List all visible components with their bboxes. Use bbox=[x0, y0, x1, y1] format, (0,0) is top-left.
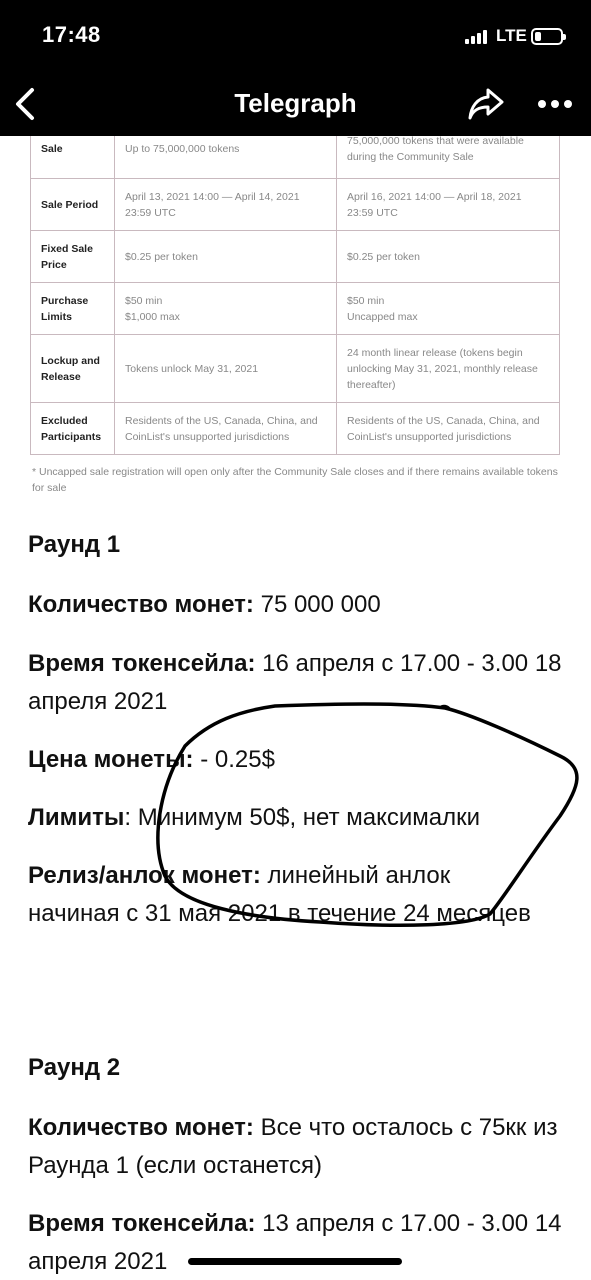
round-2-time-label: Время токенсейла: bbox=[28, 1210, 256, 1237]
table-cell: $0.25 per token bbox=[115, 231, 337, 283]
table-cell: Excluded Participants bbox=[31, 403, 115, 455]
table-cell: Residents of the US, Canada, China, and CoinList's unsupported jurisdictions bbox=[337, 403, 560, 455]
article-content[interactable] bbox=[0, 136, 591, 1280]
round-1-release bbox=[28, 857, 548, 933]
round-2-coins-label: Количество монет: bbox=[28, 1114, 254, 1141]
table-cell: April 13, 2021 14:00 — April 14, 2021 23:59 UTC bbox=[115, 179, 337, 231]
network-label: LTE bbox=[496, 26, 527, 45]
round-1-time bbox=[28, 645, 573, 721]
round-2-coins-value: Все что осталось с 75кк из Раунда 1 (если останется) bbox=[28, 1114, 558, 1179]
more-button[interactable] bbox=[536, 96, 576, 112]
table-row bbox=[31, 283, 560, 335]
table-cell: 75,000,000 tokens that were available during the Community Sale bbox=[337, 136, 560, 179]
nav-bar bbox=[0, 70, 591, 136]
status-bar bbox=[0, 0, 591, 70]
round-1-limits-value: : Минимум 50$, нет максималки bbox=[124, 804, 481, 831]
share-arrow-icon bbox=[466, 84, 506, 124]
battery-icon bbox=[531, 28, 563, 45]
table-cell: $50 min $1,000 max bbox=[115, 283, 337, 335]
table-cell: Fixed Sale Price bbox=[31, 231, 115, 283]
table-footnote: * Uncapped sale registration will open only after the Community Sale closes and if there remains available tokens for sale bbox=[32, 466, 558, 494]
round-1-limits bbox=[28, 799, 573, 837]
table-row bbox=[31, 136, 560, 179]
table-cell: $50 min Uncapped max bbox=[337, 283, 560, 335]
status-time: 17:48 bbox=[42, 22, 101, 47]
round-2-heading: Раунд 2 bbox=[28, 1054, 121, 1081]
signal-icon bbox=[465, 30, 489, 44]
round-1-release-value: линейный анлок начиная с 31 мая 2021 в течение 24 месяцев bbox=[28, 862, 531, 927]
round-1-price bbox=[28, 741, 573, 779]
table-row bbox=[31, 335, 560, 403]
table-cell: Sale bbox=[31, 136, 115, 179]
share-button[interactable] bbox=[466, 84, 506, 124]
round-1-price-label: Цена монеты: bbox=[28, 746, 194, 773]
token-sale-table bbox=[30, 136, 560, 455]
round-2-coins bbox=[28, 1109, 558, 1185]
round-1-heading: Раунд 1 bbox=[28, 531, 121, 558]
table-cell: Tokens unlock May 31, 2021 bbox=[115, 335, 337, 403]
round-1-time-value: 16 апреля с 17.00 - 3.00 18 апреля 2021 bbox=[28, 650, 562, 715]
home-indicator[interactable] bbox=[188, 1258, 402, 1265]
page-title: Telegraph bbox=[234, 88, 357, 118]
table-cell: Purchase Limits bbox=[31, 283, 115, 335]
round-1-coins-label: Количество монет: bbox=[28, 591, 254, 618]
table-row bbox=[31, 403, 560, 455]
table-cell: $0.25 per token bbox=[337, 231, 560, 283]
more-dots-icon bbox=[536, 96, 576, 112]
table-cell: Up to 75,000,000 tokens bbox=[115, 136, 337, 179]
round-2-time bbox=[28, 1205, 573, 1280]
table-row bbox=[31, 231, 560, 283]
round-1-price-value: - 0.25$ bbox=[193, 746, 275, 773]
table-cell: Residents of the US, Canada, China, and CoinList's unsupported jurisdictions bbox=[115, 403, 337, 455]
table-row bbox=[31, 179, 560, 231]
table-cell: 24 month linear release (tokens begin unlocking May 31, 2021, monthly release thereafter) bbox=[337, 335, 560, 403]
round-1-limits-label: Лимиты bbox=[28, 804, 125, 831]
round-1-release-label: Релиз/анлок монет: bbox=[28, 862, 261, 889]
table-cell: Sale Period bbox=[31, 179, 115, 231]
round-1-time-label: Время токенсейла: bbox=[28, 650, 256, 677]
round-1-coins bbox=[28, 586, 573, 624]
table-cell: Lockup and Release bbox=[31, 335, 115, 403]
table-cell: April 16, 2021 14:00 — April 18, 2021 23:59 UTC bbox=[337, 179, 560, 231]
round-1-coins-value: 75 000 000 bbox=[253, 591, 381, 618]
round-2-time-value: 13 апреля с 17.00 - 3.00 14 апреля 2021 bbox=[28, 1210, 562, 1275]
